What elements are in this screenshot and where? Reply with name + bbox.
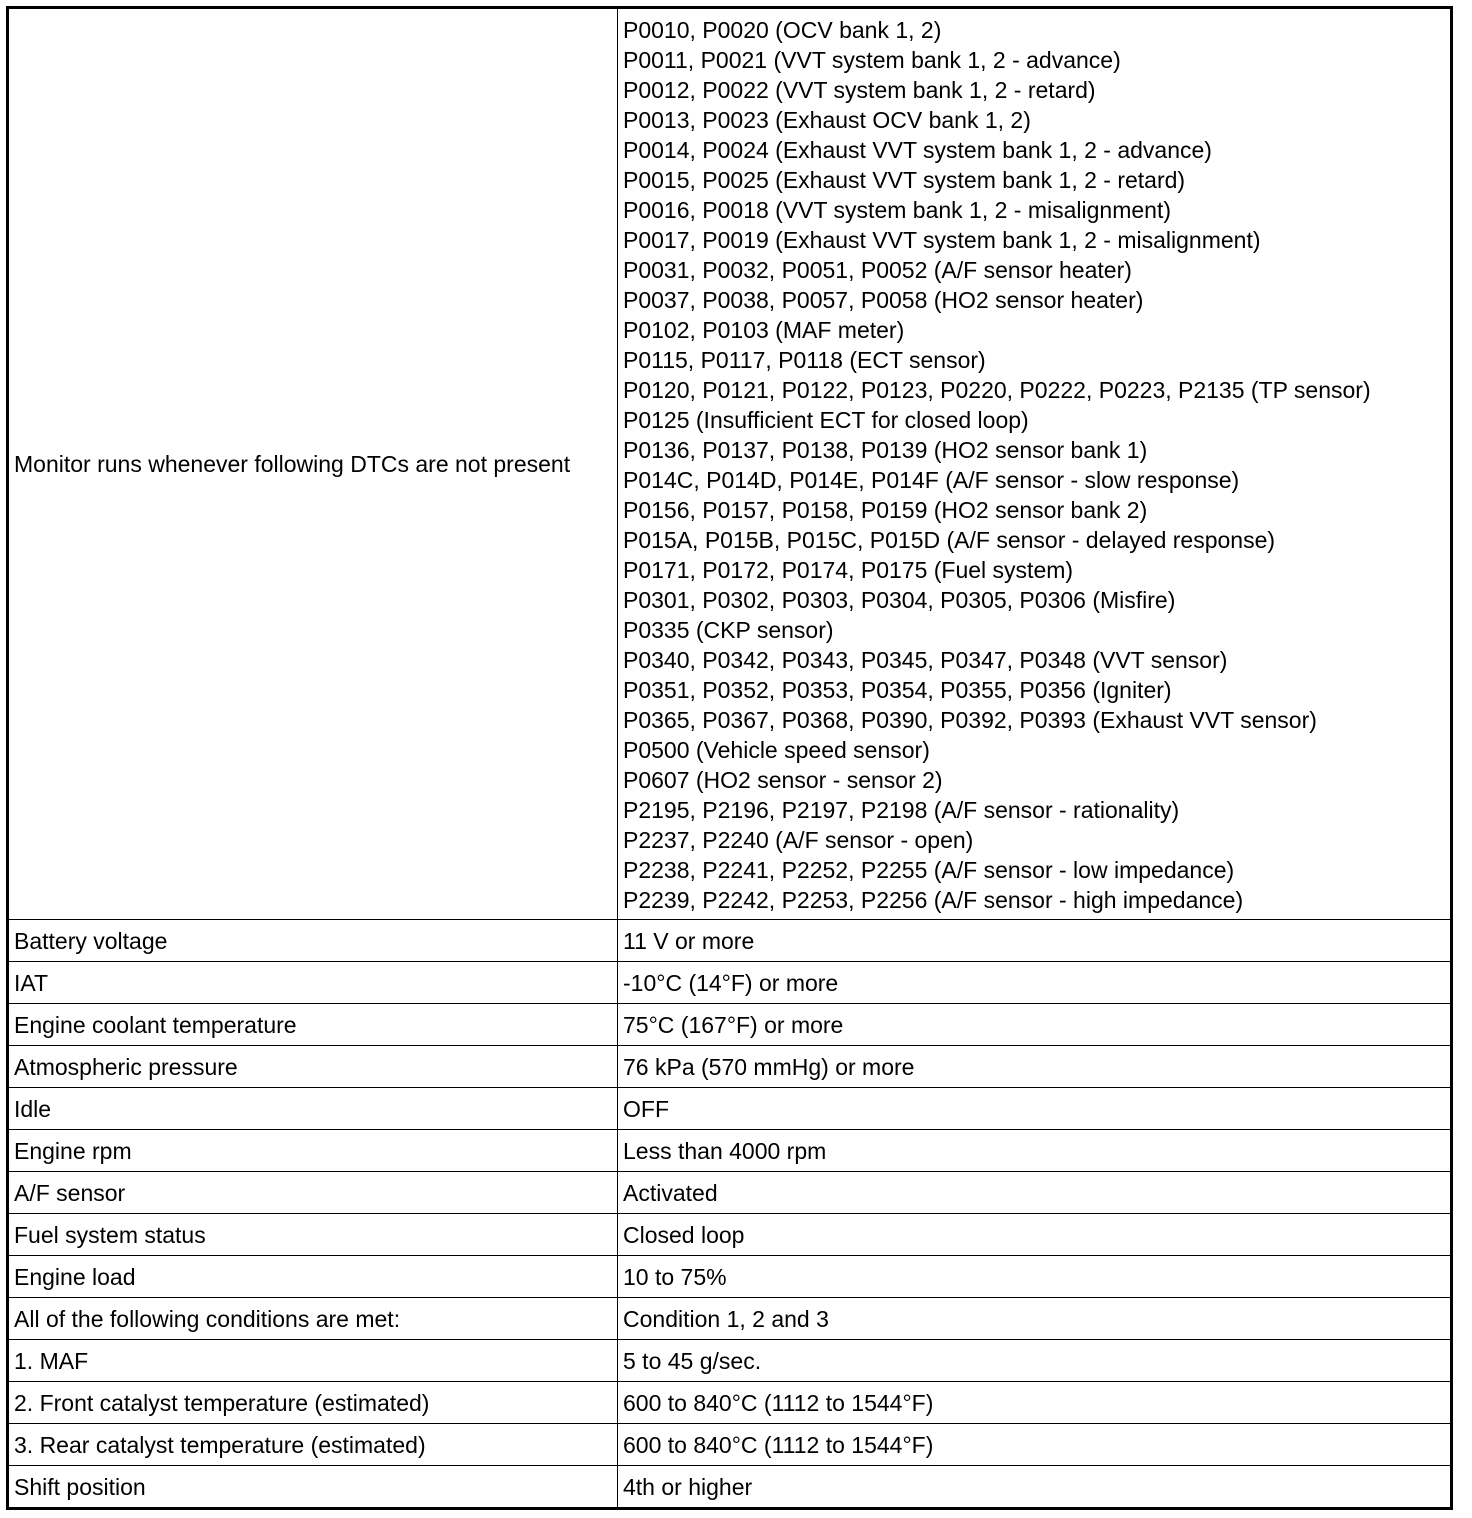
dtc-list-item: P0171, P0172, P0174, P0175 (Fuel system) — [623, 557, 1074, 583]
dtc-list-item: P0015, P0025 (Exhaust VVT system bank 1, 2 - retard) — [623, 167, 1186, 193]
dtc-list-item: P0037, P0038, P0057, P0058 (HO2 sensor heater) — [623, 287, 1144, 313]
condition-item: 1. MAF — [8, 1340, 618, 1382]
dtc-list — [618, 8, 1452, 920]
table-row — [8, 1382, 1452, 1424]
condition-item: Fuel system status — [8, 1214, 618, 1256]
condition-value: 600 to 840°C (1112 to 1544°F) — [618, 1382, 1452, 1424]
dtc-list-item: P0607 (HO2 sensor - sensor 2) — [623, 767, 943, 793]
condition-item: Battery voltage — [8, 920, 618, 962]
dtc-list-item: P0156, P0157, P0158, P0159 (HO2 sensor bank 2) — [623, 497, 1148, 523]
table-row — [8, 1466, 1452, 1509]
condition-value: 75°C (167°F) or more — [618, 1004, 1452, 1046]
condition-value: -10°C (14°F) or more — [618, 962, 1452, 1004]
condition-item: Idle — [8, 1088, 618, 1130]
condition-item: Engine coolant temperature — [8, 1004, 618, 1046]
dtc-list-item: P0136, P0137, P0138, P0139 (HO2 sensor bank 1) — [623, 437, 1148, 463]
dtc-list-item: P0102, P0103 (MAF meter) — [623, 317, 905, 343]
table-row — [8, 1214, 1452, 1256]
table-body — [8, 8, 1452, 1509]
condition-item: 3. Rear catalyst temperature (estimated) — [8, 1424, 618, 1466]
dtc-list-item: P0013, P0023 (Exhaust OCV bank 1, 2) — [623, 107, 1031, 133]
table-row — [8, 1256, 1452, 1298]
dtc-list-item: P014C, P014D, P014E, P014F (A/F sensor - slow response) — [623, 467, 1240, 493]
dtc-list-item: P2238, P2241, P2252, P2255 (A/F sensor - low impedance) — [623, 857, 1235, 883]
condition-item: Engine rpm — [8, 1130, 618, 1172]
condition-item: Shift position — [8, 1466, 618, 1509]
condition-item: All of the following conditions are met: — [8, 1298, 618, 1340]
table-row — [8, 1340, 1452, 1382]
dtc-list-item: P0014, P0024 (Exhaust VVT system bank 1, 2 - advance) — [623, 137, 1212, 163]
condition-value: Closed loop — [618, 1214, 1452, 1256]
dtc-list-item: P0301, P0302, P0303, P0304, P0305, P0306 (Misfire) — [623, 587, 1176, 613]
condition-item: 2. Front catalyst temperature (estimated) — [8, 1382, 618, 1424]
dtc-list-item: P2239, P2242, P2253, P2256 (A/F sensor - high impedance) — [623, 887, 1244, 913]
table-row — [8, 1046, 1452, 1088]
table-row-dtc — [8, 8, 1452, 920]
condition-value: 4th or higher — [618, 1466, 1452, 1509]
dtc-list-item: P0031, P0032, P0051, P0052 (A/F sensor heater) — [623, 257, 1132, 283]
condition-value: 5 to 45 g/sec. — [618, 1340, 1452, 1382]
dtc-list-item: P0340, P0342, P0343, P0345, P0347, P0348 (VVT sensor) — [623, 647, 1228, 673]
dtc-list-item: P2195, P2196, P2197, P2198 (A/F sensor - rationality) — [623, 797, 1180, 823]
condition-value: Activated — [618, 1172, 1452, 1214]
table-row — [8, 1130, 1452, 1172]
table-row — [8, 1298, 1452, 1340]
dtc-list-item: P0017, P0019 (Exhaust VVT system bank 1, 2 - misalignment) — [623, 227, 1261, 253]
table-row — [8, 962, 1452, 1004]
condition-value: 10 to 75% — [618, 1256, 1452, 1298]
table-row — [8, 1172, 1452, 1214]
dtc-list-item: P0120, P0121, P0122, P0123, P0220, P0222, P0223, P2135 (TP sensor) — [623, 377, 1371, 403]
dtc-list-item: P0012, P0022 (VVT system bank 1, 2 - retard) — [623, 77, 1096, 103]
condition-value: 76 kPa (570 mmHg) or more — [618, 1046, 1452, 1088]
condition-value: 11 V or more — [618, 920, 1452, 962]
condition-item: Atmospheric pressure — [8, 1046, 618, 1088]
dtc-list-item: P0011, P0021 (VVT system bank 1, 2 - advance) — [623, 47, 1121, 73]
table-row — [8, 1004, 1452, 1046]
dtc-list-item: P0335 (CKP sensor) — [623, 617, 834, 643]
table-row — [8, 1424, 1452, 1466]
condition-item: Engine load — [8, 1256, 618, 1298]
dtc-list-item: P0125 (Insufficient ECT for closed loop) — [623, 407, 1029, 433]
dtc-list-item: P0010, P0020 (OCV bank 1, 2) — [623, 17, 942, 43]
condition-value: OFF — [618, 1088, 1452, 1130]
dtc-list-item: P0351, P0352, P0353, P0354, P0355, P0356 (Igniter) — [623, 677, 1172, 703]
dtc-list-item: P0365, P0367, P0368, P0390, P0392, P0393 (Exhaust VVT sensor) — [623, 707, 1317, 733]
dtc-list-item: P0500 (Vehicle speed sensor) — [623, 737, 930, 763]
dtc-list-item: P2237, P2240 (A/F sensor - open) — [623, 827, 974, 853]
condition-value: Condition 1, 2 and 3 — [618, 1298, 1452, 1340]
table-row — [8, 1088, 1452, 1130]
dtc-condition-label: Monitor runs whenever following DTCs are not present — [8, 8, 618, 920]
condition-value: Less than 4000 rpm — [618, 1130, 1452, 1172]
dtc-list-item: P0016, P0018 (VVT system bank 1, 2 - misalignment) — [623, 197, 1172, 223]
dtc-list-item: P015A, P015B, P015C, P015D (A/F sensor - delayed response) — [623, 527, 1276, 553]
monitor-conditions-table — [6, 6, 1453, 1510]
dtc-list-item: P0115, P0117, P0118 (ECT sensor) — [623, 347, 986, 373]
table-row — [8, 920, 1452, 962]
condition-item: A/F sensor — [8, 1172, 618, 1214]
condition-item: IAT — [8, 962, 618, 1004]
condition-value: 600 to 840°C (1112 to 1544°F) — [618, 1424, 1452, 1466]
